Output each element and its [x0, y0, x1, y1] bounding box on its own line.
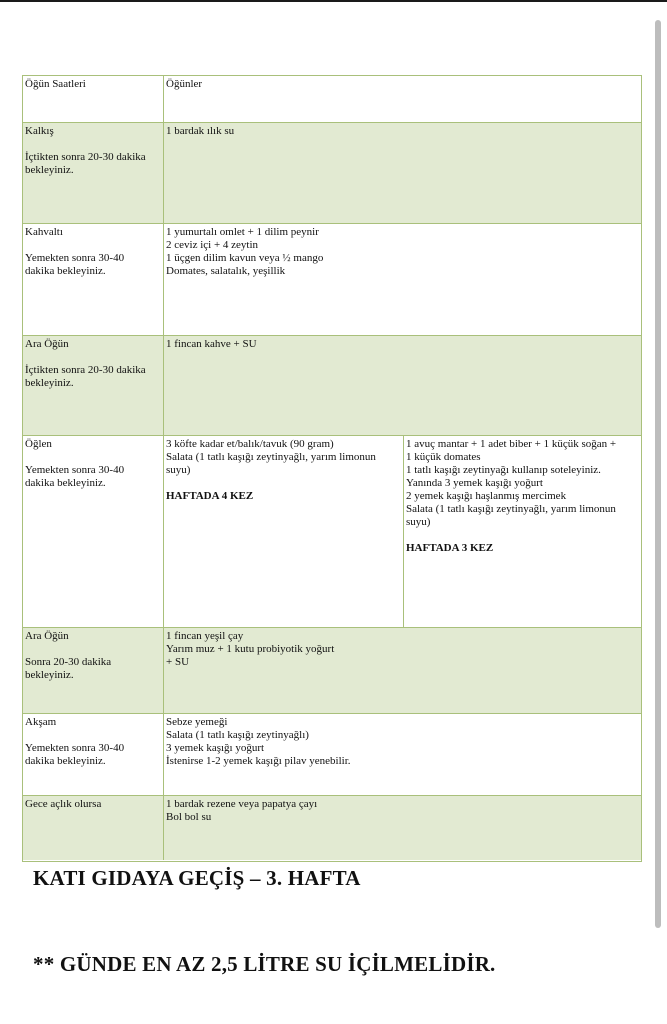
meal-time: Akşam [25, 716, 57, 728]
meal-note: Sonra 20-30 dakika bekleyiniz. [25, 656, 112, 681]
meal-content: 1 fincan yeşil çay Yarım muz + 1 kutu probiyotik yoğurt + SU [166, 630, 335, 668]
table-header-row [23, 76, 641, 122]
scrollbar[interactable] [655, 20, 661, 928]
meal-note: Yemekten sonra 30-40 dakika bekleyiniz. [25, 252, 125, 277]
meal-note: Yemekten sonra 30-40 dakika bekleyiniz. [25, 742, 125, 767]
table-row [23, 122, 641, 223]
table-row [23, 435, 641, 627]
table-row [23, 335, 641, 435]
table-row [23, 627, 641, 713]
meal-time: Kalkış [25, 125, 54, 137]
lunch-option-1-frequency: HAFTADA 4 KEZ [166, 490, 254, 502]
table-row [23, 223, 641, 335]
meal-time: Ara Öğün [25, 338, 69, 350]
lunch-option-1: 3 köfte kadar et/balık/tavuk (90 gram) Salata (1 tatlı kaşığı zeytinyağlı, yarım limonun suyu) [166, 438, 376, 476]
section-title: KATI GIDAYA GEÇİŞ – 3. HAFTA [33, 866, 361, 890]
meal-content: 1 bardak rezene veya papatya çayı Bol bol su [166, 798, 318, 823]
meal-note: İçtikten sonra 20-30 dakika bekleyiniz. [25, 151, 146, 176]
meal-plan-table [22, 75, 642, 862]
meal-note: Yemekten sonra 30-40 dakika bekleyiniz. [25, 464, 125, 489]
header-meals: Öğünler [166, 78, 203, 90]
header-meal-times: Öğün Saatleri [25, 78, 86, 90]
meal-time: Gece açlık olursa [25, 798, 102, 810]
meal-time: Öğlen [25, 438, 52, 450]
top-border [0, 0, 667, 2]
table-row [23, 713, 641, 795]
meal-content: Sebze yemeği Salata (1 tatlı kaşığı zeytinyağlı) 3 yemek kaşığı yoğurt İstenirse 1-2 yemek kaşığı pilav yenebilir. [166, 716, 351, 767]
meal-time: Ara Öğün [25, 630, 69, 642]
meal-time: Kahvaltı [25, 226, 63, 238]
lunch-option-2-frequency: HAFTADA 3 KEZ [406, 542, 494, 554]
meal-note: İçtikten sonra 20-30 dakika bekleyiniz. [25, 364, 146, 389]
table-row [23, 795, 641, 860]
water-reminder: ** GÜNDE EN AZ 2,5 LİTRE SU İÇİLMELİDİR. [33, 952, 496, 976]
meal-content: 1 fincan kahve + SU [166, 338, 257, 350]
meal-content: 1 yumurtalı omlet + 1 dilim peynir 2 ceviz içi + 4 zeytin 1 üçgen dilim kavun veya ½ mango Domates, salatalık, yeşillik [166, 226, 324, 277]
meal-content: 1 bardak ılık su [166, 125, 235, 137]
lunch-option-2: 1 avuç mantar + 1 adet biber + 1 küçük soğan + 1 küçük domates 1 tatlı kaşığı zeytinyağı kullanıp soteleyiniz. Yanında 3 yemek kaşığı yoğurt 2 yemek kaşığı haşlanmış mercimek Salata (1 tatlı kaşığı zeytinyağlı, yarım limonun suyu) [406, 438, 617, 528]
